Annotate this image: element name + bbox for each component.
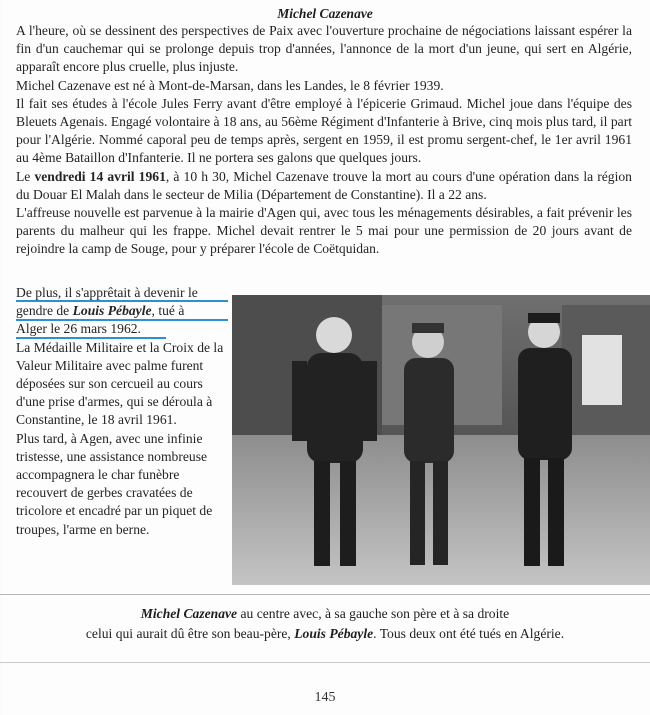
paragraph-medal: La Médaille Militaire et la Croix de la Valeur Militaire avec palme furent déposées sur son cercueil au cours d'une prise d'armes, qui se déroula à Constantine, le 18 avril 1961.: [16, 339, 224, 428]
caption-line-1-rest: au centre avec, à sa gauche son père et à sa droite: [237, 606, 510, 621]
paragraph-intro: A l'heure, où se dessinent des perspectives de Paix avec l'ouverture prochaine de négociations laissant espérer la fin d'un cauchemar qui se prolonge depuis trop d'années, l'annonce de la mort d'un jeune, qui sert en Algérie, apparaît encore plus cruelle, plus injuste.: [16, 23, 632, 75]
photo-caption: [0, 604, 650, 644]
death-prefix: Le: [16, 168, 35, 184]
page-divider: [0, 662, 650, 663]
page-title: Michel Cazenave: [277, 6, 373, 21]
paragraph-family: L'affreuse nouvelle est parvenue à la mairie d'Agen qui, avec tous les ménagements désirables, a fait prévenir les parents du malheur qui les frappe. Michel devait rentrer le 5 mai pour une permission de 20 jours avant de rejoindre la camp de Souge, pour y préparer l'école de Coëtquidan.: [16, 205, 632, 257]
caption-line-2-prefix: celui qui aurait dû être son beau-père,: [85, 626, 295, 641]
main-text: [16, 22, 632, 259]
caption-name-cazenave: Michel Cazenave: [140, 606, 238, 621]
left-line-2-prefix: gendre de: [16, 303, 73, 319]
page-number: 145: [314, 690, 336, 705]
paragraph-funeral: Plus tard, à Agen, avec une infinie tristesse, une assistance nombreuse accompagnera le char funèbre recouvert de gerbes cravatées de tricolore et encadré par un piquet de troupes, l'arme en berne.: [16, 430, 213, 537]
death-date: vendredi 14 avril 1961: [34, 168, 166, 184]
caption-name-pebayle: Louis Pébayle: [294, 626, 374, 641]
photograph: [232, 295, 650, 585]
left-line-2-suffix: , tué à: [151, 303, 185, 319]
photo-scene: [232, 295, 650, 585]
caption-line-1: [0, 604, 650, 624]
death-rest: , à 10 h 30, Michel Cazenave trouve la mort au cours d'une opération dans la région du Douar El Malah dans le secteur de Milia (Département de Constantine). Il a 22 ans.: [16, 168, 632, 202]
paragraph-death: [16, 168, 632, 204]
pebayle-name: Louis Pébayle: [72, 303, 152, 319]
paragraph-career: Il fait ses études à l'école Jules Ferry avant d'être employé à l'épicerie Grimaud. Michel joue dans l'équipe des Bleuets Agenais. Engagé volontaire à 18 ans, au 56ème Régiment d'Infanterie à Brive, cinq mois plus tard, il part pour l'Algérie. Nommé caporal peu de temps après, sergent en 1959, il est promu sergent-chef, le 1er avril 1961 au 4ème Bataillon d'Infanterie. Il ne portera ses galons que quelques jours.: [16, 95, 632, 166]
photo-bottom-border: [0, 594, 650, 595]
left-column-text: [16, 284, 226, 539]
highlight-line-2: [16, 319, 228, 321]
left-line-2: [16, 302, 226, 320]
left-line-3: Alger le 26 mars 1962.: [16, 321, 141, 337]
highlight-line-1: [16, 300, 228, 302]
caption-line-2: [0, 624, 650, 644]
highlight-line-3: [16, 337, 166, 339]
left-line-1: De plus, il s'apprêtait à devenir le: [16, 285, 198, 300]
caption-line-2-rest: . Tous deux ont été tués en Algérie.: [373, 626, 565, 641]
paragraph-birth: Michel Cazenave est né à Mont-de-Marsan, dans les Landes, le 8 février 1939.: [16, 77, 444, 93]
